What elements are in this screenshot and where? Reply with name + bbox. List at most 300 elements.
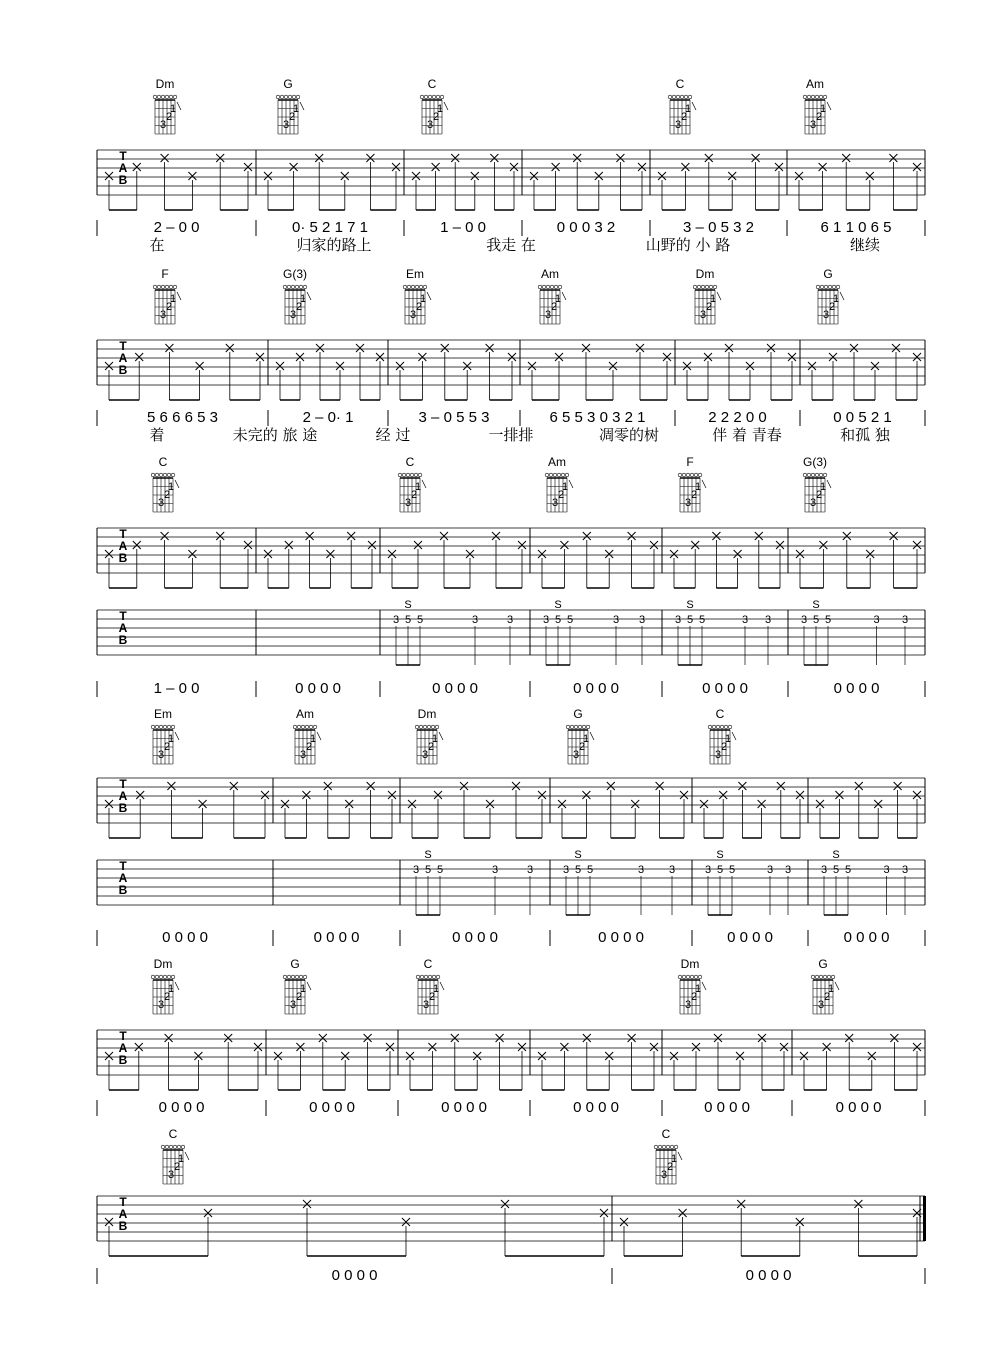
tab-clef-letter: A: [118, 789, 128, 803]
finger-number: 2: [415, 301, 423, 313]
jianpu-numbers-bar: 0 0 0 0: [702, 680, 748, 697]
strum-slash: [439, 732, 443, 740]
string-open-mark: [283, 975, 287, 979]
string-open-mark: [694, 473, 698, 477]
string-open-mark: [828, 285, 832, 289]
string-open-mark: [807, 95, 811, 99]
finger-number: 3: [544, 309, 552, 321]
string-open-mark: [299, 975, 303, 979]
lyric-text: 归家的路上: [296, 236, 372, 254]
string-open-mark: [291, 285, 295, 289]
string-open-mark: [414, 473, 418, 477]
strum-slash: [692, 102, 696, 110]
finger-number: 2: [165, 111, 173, 123]
strum-slash: [317, 732, 321, 740]
finger-number: 3: [684, 999, 692, 1011]
fret-number: 3: [526, 864, 534, 876]
fret-number: 3: [637, 864, 645, 876]
strum-pattern: [105, 1200, 921, 1256]
string-open-mark: [816, 285, 820, 289]
finger-number: 1: [554, 293, 562, 305]
fret-number: 5: [586, 864, 594, 876]
jianpu-numbers-bar: 0 0 0 0: [843, 929, 890, 946]
string-open-mark: [720, 725, 724, 729]
finger-number: 2: [295, 991, 303, 1003]
strum-slash: [717, 292, 721, 300]
chord-name: C: [405, 455, 415, 469]
fret-number: 3: [820, 864, 828, 876]
string-open-mark: [173, 285, 177, 289]
jianpu-numbers: [162, 929, 889, 946]
strum-slash: [835, 982, 839, 990]
strum-slash: [177, 102, 181, 110]
chord-name: Em: [406, 267, 424, 281]
fret-number: 3: [674, 614, 682, 626]
string-open-mark: [171, 725, 175, 729]
chord-name: G: [573, 707, 583, 721]
fret-number: 5: [416, 614, 424, 626]
lyric-text: 着: [149, 426, 165, 444]
jianpu-numbers-bar: 2 – 0 0: [153, 219, 200, 236]
string-open-mark: [406, 473, 410, 477]
finger-number: 2: [163, 741, 171, 753]
fret-number: 3: [901, 864, 909, 876]
string-open-mark: [554, 285, 558, 289]
finger-number: 1: [169, 293, 177, 305]
finger-number: 2: [427, 741, 435, 753]
finger-number: 2: [163, 991, 171, 1003]
string-open-mark: [690, 975, 694, 979]
chord-name: Dm: [680, 957, 700, 971]
finger-number: 3: [809, 497, 817, 509]
strum-slash: [827, 102, 831, 110]
string-open-mark: [558, 285, 562, 289]
strum-slash: [569, 480, 573, 488]
string-open-mark: [173, 1145, 177, 1149]
chord-diagram-g: [276, 77, 304, 134]
string-open-mark: [542, 285, 546, 289]
lyric-text: 在: [149, 236, 165, 254]
finger-number: 3: [809, 119, 817, 131]
finger-number: 3: [817, 999, 825, 1011]
chord-diagram-dm: [151, 957, 179, 1014]
finger-number: 2: [410, 489, 418, 501]
lyric-text: 一排排: [488, 426, 534, 444]
finger-number: 3: [699, 309, 707, 321]
jianpu-numbers-bar: 2 – 0· 1: [302, 409, 354, 426]
string-open-mark: [582, 725, 586, 729]
string-open-mark: [678, 473, 682, 477]
chord-diagram-g: [816, 267, 844, 324]
string-open-mark: [151, 975, 155, 979]
finger-number: 2: [557, 489, 565, 501]
lyric-text: 我走 在: [486, 236, 536, 254]
string-open-mark: [724, 725, 728, 729]
tab-clef-letter: A: [118, 1207, 128, 1221]
string-open-mark: [701, 285, 705, 289]
string-open-mark: [296, 95, 300, 99]
string-open-mark: [287, 975, 291, 979]
tab-clef-letter: A: [118, 539, 128, 553]
number-row-barlines: [97, 1100, 925, 1116]
string-open-mark: [431, 725, 435, 729]
finger-number: 3: [157, 999, 165, 1011]
fret-number: 5: [554, 614, 562, 626]
string-open-mark: [435, 725, 439, 729]
finger-number: 1: [432, 983, 440, 995]
tab-clef-letter: A: [118, 351, 128, 365]
technique-slide-label: S: [404, 599, 412, 611]
string-open-mark: [423, 725, 427, 729]
finger-number: 3: [426, 119, 434, 131]
string-open-mark: [423, 285, 427, 289]
string-open-mark: [161, 1145, 165, 1149]
string-open-mark: [415, 725, 419, 729]
jianpu-numbers-bar: 3 – 0 5 3 2: [683, 219, 754, 236]
tab-clef-letter: B: [118, 801, 128, 815]
fret-number: 5: [812, 614, 820, 626]
string-open-mark: [165, 1145, 169, 1149]
strum-pattern: [105, 532, 921, 588]
jianpu-numbers-bar: 0 0 0 0: [295, 680, 341, 697]
strum-slash: [562, 292, 566, 300]
jianpu-numbers-bar: 0 0 0 0: [704, 1099, 750, 1116]
lyric-text: 山野的 小 路: [645, 236, 731, 254]
rhythm-tab-staff: [97, 777, 925, 823]
finger-number: 1: [167, 733, 175, 745]
finger-number: 2: [690, 489, 698, 501]
finger-number: 1: [827, 983, 835, 995]
string-open-mark: [708, 725, 712, 729]
finger-number: 1: [299, 983, 307, 995]
string-open-mark: [827, 975, 831, 979]
finger-number: 1: [819, 103, 827, 115]
lyric-text: 未完的 旅 途: [232, 426, 318, 444]
strum-slash: [440, 982, 444, 990]
string-open-mark: [823, 975, 827, 979]
string-open-mark: [280, 95, 284, 99]
string-open-mark: [546, 285, 550, 289]
fret-number: 3: [562, 864, 570, 876]
finger-number: 3: [422, 999, 430, 1011]
tab-clef-letter: B: [118, 633, 128, 647]
finger-number: 3: [404, 497, 412, 509]
finger-number: 1: [177, 1153, 185, 1165]
fret-number: 3: [668, 864, 676, 876]
tab-clef-letter: B: [118, 363, 128, 377]
chord-name: Dm: [695, 267, 715, 281]
finger-number: 3: [674, 119, 682, 131]
lyrics: [149, 426, 890, 444]
finger-number: 2: [432, 111, 440, 123]
chord-diagram-g: [566, 707, 594, 764]
finger-number: 1: [414, 481, 422, 493]
fret-number: 3: [883, 864, 890, 876]
finger-number: 1: [309, 733, 317, 745]
fret-number: 5: [844, 864, 852, 876]
strum-slash: [732, 732, 736, 740]
string-open-mark: [538, 285, 542, 289]
chord-name: C: [158, 455, 168, 469]
jianpu-numbers-bar: 0 0 0 0: [162, 929, 208, 946]
string-open-mark: [436, 975, 440, 979]
chord-name: Dm: [417, 707, 437, 721]
string-open-mark: [670, 1145, 674, 1149]
string-open-mark: [284, 95, 288, 99]
string-open-mark: [163, 975, 167, 979]
tab-clef-letter: B: [118, 173, 128, 187]
string-open-mark: [303, 975, 307, 979]
string-open-mark: [811, 975, 815, 979]
finger-number: 3: [159, 309, 167, 321]
string-open-mark: [155, 975, 159, 979]
string-open-mark: [549, 473, 553, 477]
finger-number: 3: [660, 1169, 668, 1181]
chord-name: C: [675, 77, 685, 91]
chord-name: G: [290, 957, 300, 971]
finger-number: 2: [295, 301, 303, 313]
string-open-mark: [157, 95, 161, 99]
chord-name: C: [168, 1127, 178, 1141]
string-open-mark: [427, 725, 431, 729]
string-open-mark: [153, 285, 157, 289]
fret-number: 3: [612, 614, 620, 626]
tab-clef-letter: T: [119, 777, 127, 791]
finger-number: 3: [714, 749, 722, 761]
chord-name: Am: [806, 77, 824, 91]
string-open-mark: [678, 975, 682, 979]
string-open-mark: [419, 725, 423, 729]
tab-clef-letter: T: [119, 149, 127, 163]
string-open-mark: [436, 95, 440, 99]
chord-name: G(3): [283, 267, 307, 281]
finger-number: 1: [832, 293, 840, 305]
strum-slash: [185, 1152, 189, 1160]
string-open-mark: [803, 473, 807, 477]
chord-name: Dm: [153, 957, 173, 971]
string-open-mark: [819, 975, 823, 979]
technique-slide-label: S: [424, 849, 432, 861]
finger-number: 3: [421, 749, 429, 761]
string-open-mark: [824, 285, 828, 289]
chord-diagram-f: [153, 267, 181, 324]
chord-name: G(3): [803, 455, 827, 469]
chord-name: C: [661, 1127, 671, 1141]
finger-number: 2: [578, 741, 586, 753]
chord-diagram-c: [668, 77, 696, 134]
string-open-mark: [815, 95, 819, 99]
string-open-mark: [682, 975, 686, 979]
string-open-mark: [171, 473, 175, 477]
jianpu-numbers-bar: 2 2 2 0 0: [708, 409, 767, 426]
chord-name: C: [423, 957, 433, 971]
finger-number: 1: [169, 103, 177, 115]
strum-slash: [827, 480, 831, 488]
lyric-text: 凋零的树: [598, 426, 660, 444]
string-open-mark: [693, 285, 697, 289]
jianpu-numbers-bar: 0 0 0 0: [573, 1099, 619, 1116]
finger-number: 2: [165, 301, 173, 313]
string-open-mark: [165, 95, 169, 99]
finger-number: 1: [167, 983, 175, 995]
fret-number: 5: [424, 864, 432, 876]
strum-pattern: [105, 154, 921, 210]
jianpu-numbers-bar: 5 6 6 6 5 3: [147, 409, 218, 426]
string-open-mark: [811, 95, 815, 99]
jianpu-numbers-bar: 6 1 1 0 6 5: [820, 219, 892, 236]
number-row-barlines: [97, 1268, 925, 1284]
rhythm-tab-staff: [97, 1195, 926, 1241]
chord-diagram-c: [416, 957, 444, 1014]
jianpu-numbers-bar: 0· 5 2 1 7 1: [292, 219, 368, 236]
strum-slash: [702, 982, 706, 990]
strum-slash: [422, 480, 426, 488]
string-open-mark: [428, 95, 432, 99]
finger-number: 1: [561, 481, 569, 493]
strum-slash: [840, 292, 844, 300]
number-row-barlines: [97, 220, 925, 236]
fret-number: 3: [766, 864, 774, 876]
string-open-mark: [688, 95, 692, 99]
finger-number: 1: [436, 103, 444, 115]
tab-clef-letter: A: [118, 621, 128, 635]
lyric-text: 经 过: [375, 426, 411, 444]
string-open-mark: [167, 725, 171, 729]
chord-diagram-am: [545, 455, 573, 512]
string-open-mark: [295, 975, 299, 979]
finger-number: 2: [173, 1161, 181, 1173]
string-open-mark: [674, 1145, 678, 1149]
lyric-text: 继续: [849, 236, 881, 254]
tab-clef-letter: A: [118, 871, 128, 885]
finger-number: 3: [289, 309, 297, 321]
strum-slash: [175, 480, 179, 488]
string-open-mark: [432, 95, 436, 99]
chord-diagram-f: [678, 455, 706, 512]
string-open-mark: [682, 473, 686, 477]
melody-tab-staff: [97, 599, 925, 665]
string-open-mark: [297, 725, 301, 729]
string-open-mark: [698, 975, 702, 979]
string-open-mark: [686, 975, 690, 979]
lyrics: [149, 236, 880, 254]
strum-slash: [307, 982, 311, 990]
string-open-mark: [411, 285, 415, 289]
rhythm-tab-staff: [97, 339, 925, 385]
chord-name: G: [823, 267, 833, 281]
fret-number: 3: [800, 614, 808, 626]
strum-slash: [307, 292, 311, 300]
string-open-mark: [167, 975, 171, 979]
strum-slash: [678, 1152, 682, 1160]
chord-diagram-am: [538, 267, 566, 324]
string-open-mark: [165, 285, 169, 289]
string-open-mark: [668, 95, 672, 99]
number-row-barlines: [97, 681, 925, 697]
technique-slide-label: S: [832, 849, 840, 861]
finger-number: 1: [694, 481, 702, 493]
finger-number: 1: [167, 481, 175, 493]
string-open-mark: [416, 975, 420, 979]
string-open-mark: [171, 975, 175, 979]
string-open-mark: [424, 975, 428, 979]
string-open-mark: [662, 1145, 666, 1149]
chord-diagram-g: [283, 957, 311, 1014]
finger-number: 2: [550, 301, 558, 313]
string-open-mark: [173, 95, 177, 99]
finger-number: 2: [705, 301, 713, 313]
string-open-mark: [432, 975, 436, 979]
jianpu-numbers-bar: 0 0 0 0: [331, 1267, 378, 1284]
chord-diagram-am: [803, 77, 831, 134]
fret-number: 3: [471, 614, 479, 626]
string-open-mark: [153, 95, 157, 99]
string-open-mark: [672, 95, 676, 99]
string-open-mark: [831, 975, 835, 979]
chord-diagram-c: [420, 77, 448, 134]
finger-number: 2: [823, 991, 831, 1003]
fret-number: 3: [392, 614, 400, 626]
string-open-mark: [410, 473, 414, 477]
finger-number: 1: [419, 293, 427, 305]
string-open-mark: [811, 473, 815, 477]
fret-number: 5: [716, 864, 724, 876]
string-open-mark: [159, 473, 163, 477]
strum-slash: [175, 982, 179, 990]
chord-diagram-g: [811, 957, 839, 1014]
finger-number: 3: [157, 749, 165, 761]
fret-number: 5: [832, 864, 840, 876]
tab-clef-letter: T: [119, 859, 127, 873]
jianpu-numbers: [159, 1099, 882, 1116]
finger-number: 2: [815, 111, 823, 123]
lyric-text: 伴 着 青春: [712, 426, 782, 444]
jianpu-numbers-bar: 0 0 0 3 2: [556, 219, 616, 236]
finger-number: 3: [299, 749, 307, 761]
string-open-mark: [570, 725, 574, 729]
string-open-mark: [161, 95, 165, 99]
string-open-mark: [698, 473, 702, 477]
jianpu-numbers: [332, 1267, 792, 1284]
jianpu-numbers-bar: 0 0 0 0: [309, 1099, 355, 1116]
string-open-mark: [820, 285, 824, 289]
jianpu-numbers: [154, 219, 892, 236]
string-open-mark: [313, 725, 317, 729]
string-open-mark: [694, 975, 698, 979]
string-open-mark: [177, 1145, 181, 1149]
rhythm-tab-staff: [97, 527, 925, 573]
chord-diagram-em: [403, 267, 431, 324]
rhythm-tab-staff: [97, 149, 925, 195]
chord-name: G: [283, 77, 293, 91]
tab-clef-letter: B: [118, 551, 128, 565]
string-open-mark: [169, 95, 173, 99]
string-open-mark: [550, 285, 554, 289]
jianpu-numbers-bar: 0 0 0 0: [573, 680, 619, 697]
fret-number: 5: [698, 614, 706, 626]
tab-clef-letter: B: [118, 1219, 128, 1233]
chord-name: Am: [296, 707, 314, 721]
string-open-mark: [836, 285, 840, 289]
finger-number: 3: [159, 119, 167, 131]
string-open-mark: [440, 95, 444, 99]
fret-number: 3: [704, 864, 712, 876]
finger-number: 1: [292, 103, 300, 115]
finger-number: 3: [167, 1169, 175, 1181]
finger-number: 2: [288, 111, 296, 123]
jianpu-numbers-bar: 0 0 0 0: [158, 1099, 205, 1116]
string-open-mark: [666, 1145, 670, 1149]
